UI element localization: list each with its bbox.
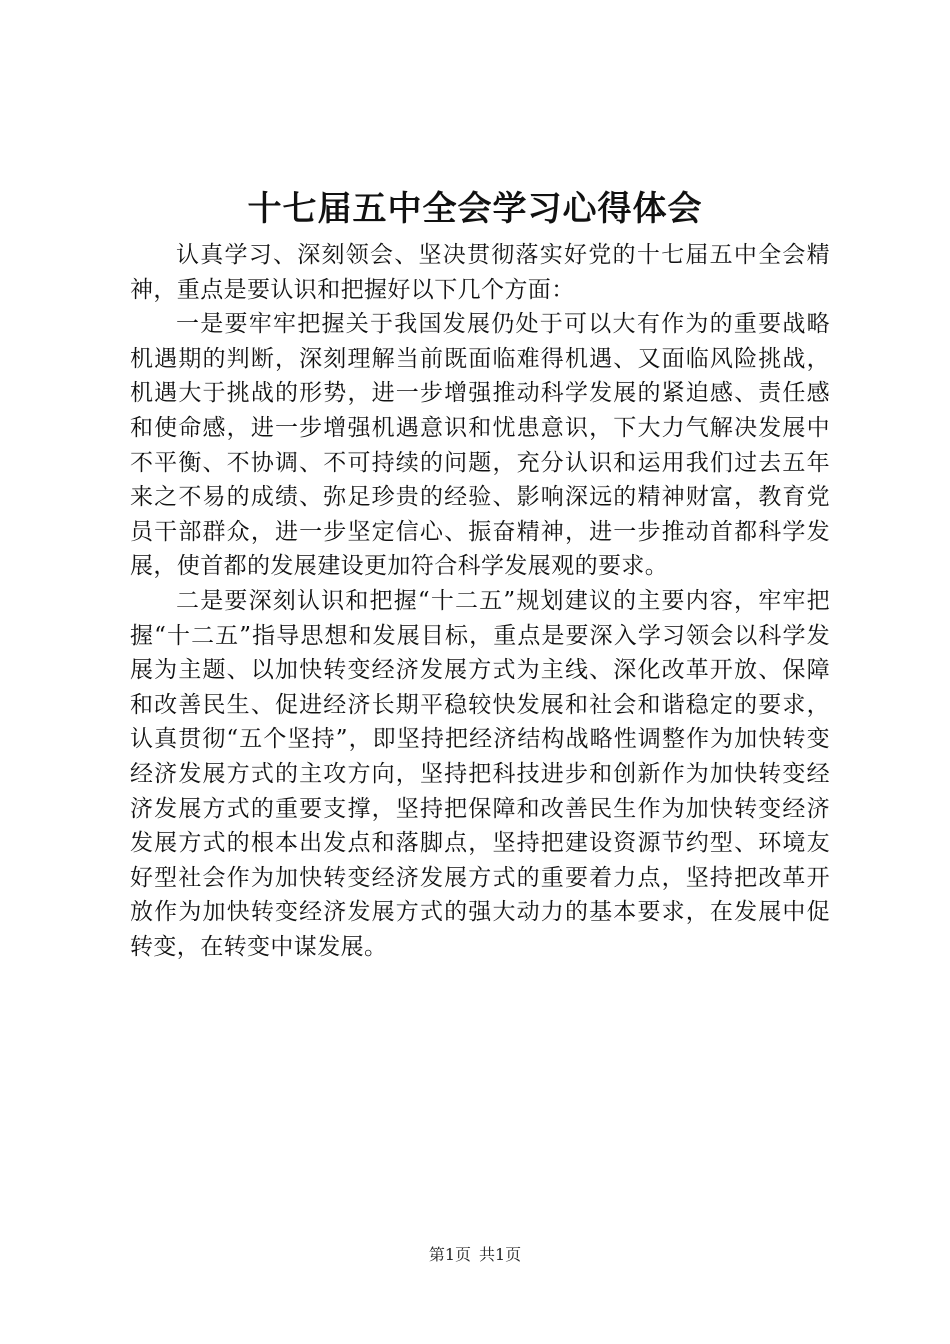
- paragraph-point-two: 二是要深刻认识和把握“十二五”规划建议的主要内容，牢牢把握“十二五”指导思想和发展目标，重点是要深入学习领会以科学发展为主题、以加快转变经济发展方式为主线、深化改革开放、保障和改善民生、促进经济长期平稳较快发展和社会和谐稳定的要求，认真贯彻“五个坚持”，即坚持把经济结构战略性调整作为加快转变经济发展方式的主攻方向，坚持把科技进步和创新作为加快转变经济发展方式的重要支撑，坚持把保障和改善民生作为加快转变经济发展方式的根本出发点和落脚点，坚持把建设资源节约型、环境友好型社会作为加快转变经济发展方式的重要着力点，坚持把改革开放作为加快转变经济发展方式的强大动力的基本要求，在发展中促转变，在转变中谋发展。: [130, 587, 830, 960]
- document-body: [130, 238, 830, 964]
- page-count: 共1页: [479, 1245, 522, 1264]
- document-title: 十七届五中全会学习心得体会: [247, 189, 703, 229]
- paragraph-intro: 认真学习、深刻领会、坚决贯彻落实好党的十七届五中全会精神，重点是要认识和把握好以下几个方面：: [130, 242, 830, 303]
- page-number: 第1页: [428, 1245, 471, 1264]
- paragraph-point-one: 一是要牢牢把握关于我国发展仍处于可以大有作为的重要战略机遇期的判断，深刻理解当前既面临难得机遇、又面临风险挑战，机遇大于挑战的形势，进一步增强推动科学发展的紧迫感、责任感和使命感，进一步增强机遇意识和忧患意识，下大力气解决发展中不平衡、不协调、不可持续的问题，充分认识和运用我们过去五年来之不易的成绩、弥足珍贵的经验、影响深远的精神财富，教育党员干部群众，进一步坚定信心、振奋精神，进一步推动首都科学发展，使首都的发展建设更加符合科学发展观的要求。: [130, 311, 830, 580]
- page-footer: [0, 1243, 950, 1267]
